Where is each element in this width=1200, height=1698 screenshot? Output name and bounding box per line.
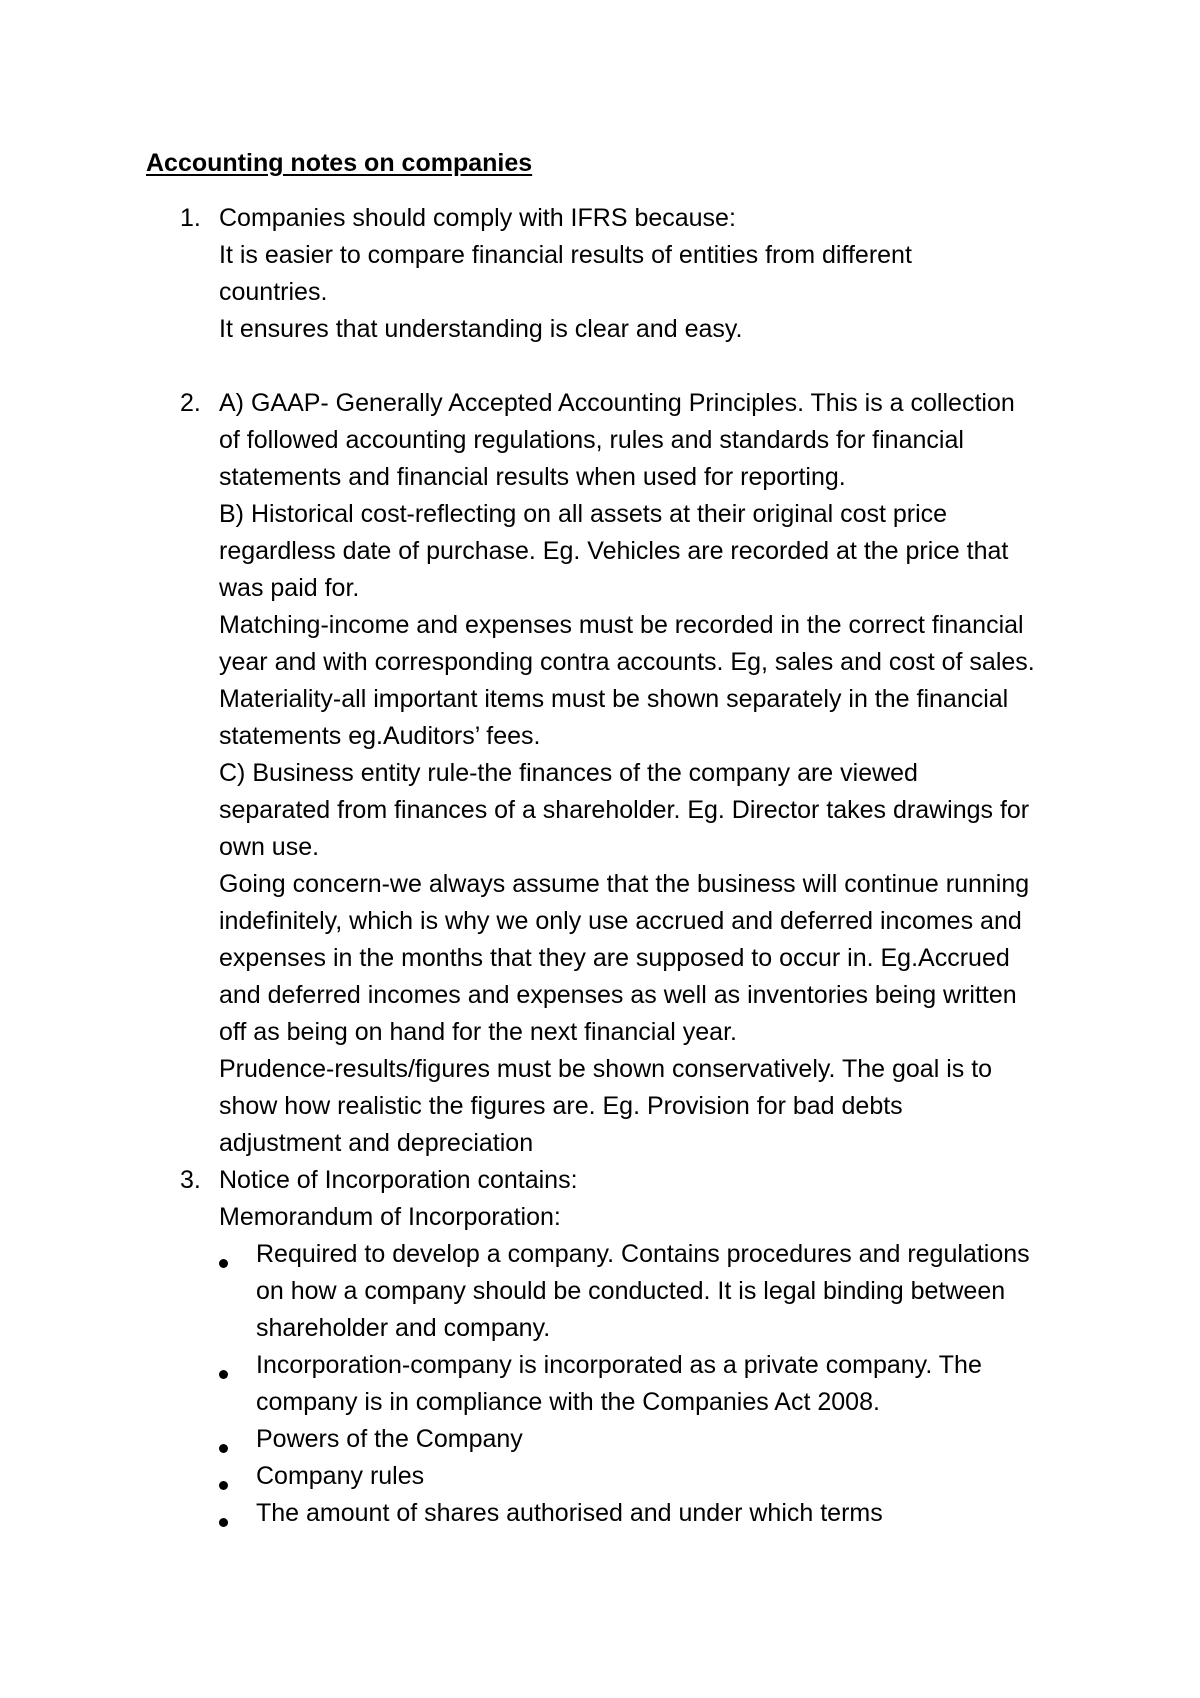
item-2-line: separated from finances of a shareholder. Eg. Director takes drawings for: [219, 796, 1030, 824]
item-2-line: of followed accounting regulations, rules and standards for financial: [219, 426, 964, 454]
bullet-line: Required to develop a company. Contains procedures and regulations: [256, 1240, 1030, 1268]
item-2-line: show how realistic the figures are. Eg. Provision for bad debts: [219, 1092, 903, 1120]
item-1-line: countries.: [219, 278, 328, 306]
item-3-line: Notice of Incorporation contains:: [219, 1166, 578, 1194]
item-2-number: 2.: [180, 389, 201, 417]
item-2-line: off as being on hand for the next financial year.: [219, 1018, 737, 1046]
document-title: Accounting notes on companies: [146, 149, 533, 177]
item-2-line: was paid for.: [219, 574, 360, 602]
item-3-number: 3.: [180, 1166, 201, 1194]
bullet-dot: [219, 1259, 228, 1268]
bullet-dot: [219, 1518, 228, 1527]
item-2-line: B) Historical cost-reflecting on all assets at their original cost price: [219, 500, 948, 528]
item-2-line: year and with corresponding contra accounts. Eg, sales and cost of sales.: [219, 648, 1035, 676]
item-2-line: C) Business entity rule-the finances of the company are viewed: [219, 759, 918, 787]
item-1-line: Companies should comply with IFRS because:: [219, 204, 736, 232]
item-2-line: regardless date of purchase. Eg. Vehicles are recorded at the price that: [219, 537, 1009, 565]
item-2-line: own use.: [219, 833, 320, 861]
item-2-line: indefinitely, which is why we only use accrued and deferred incomes and: [219, 907, 1022, 935]
bullet-line: on how a company should be conducted. It is legal binding between: [256, 1277, 1006, 1305]
item-2-line: Prudence-results/figures must be shown conservatively. The goal is to: [219, 1055, 993, 1083]
item-1-number: 1.: [180, 204, 201, 232]
item-2-line: Matching-income and expenses must be recorded in the correct financial: [219, 611, 1024, 639]
item-2-line: Materiality-all important items must be shown separately in the financial: [219, 685, 1009, 713]
item-2-line: statements and financial results when used for reporting.: [219, 463, 846, 491]
item-3-line: Memorandum of Incorporation:: [219, 1203, 561, 1231]
item-1-line: It is easier to compare financial results of entities from different: [219, 241, 912, 269]
item-2-line: statements eg.Auditors’ fees.: [219, 722, 541, 750]
bullet-line: Company rules: [256, 1462, 425, 1490]
bullet-line: Powers of the Company: [256, 1425, 523, 1453]
bullet-dot: [219, 1370, 228, 1379]
bullet-dot: [219, 1444, 228, 1453]
bullet-line: shareholder and company.: [256, 1314, 551, 1342]
bullet-line: The amount of shares authorised and under which terms: [256, 1499, 883, 1527]
item-2-line: and deferred incomes and expenses as well as inventories being written: [219, 981, 1017, 1009]
item-2-line: adjustment and depreciation: [219, 1129, 534, 1157]
item-1-line: It ensures that understanding is clear and easy.: [219, 315, 743, 343]
bullet-line: Incorporation-company is incorporated as a private company. The: [256, 1351, 982, 1379]
item-2-line: A) GAAP- Generally Accepted Accounting Principles. This is a collection: [219, 389, 1015, 417]
bullet-dot: [219, 1481, 228, 1490]
item-2-line: expenses in the months that they are supposed to occur in. Eg.Accrued: [219, 944, 1010, 972]
item-2-line: Going concern-we always assume that the business will continue running: [219, 870, 1030, 898]
bullet-line: company is in compliance with the Companies Act 2008.: [256, 1388, 880, 1416]
